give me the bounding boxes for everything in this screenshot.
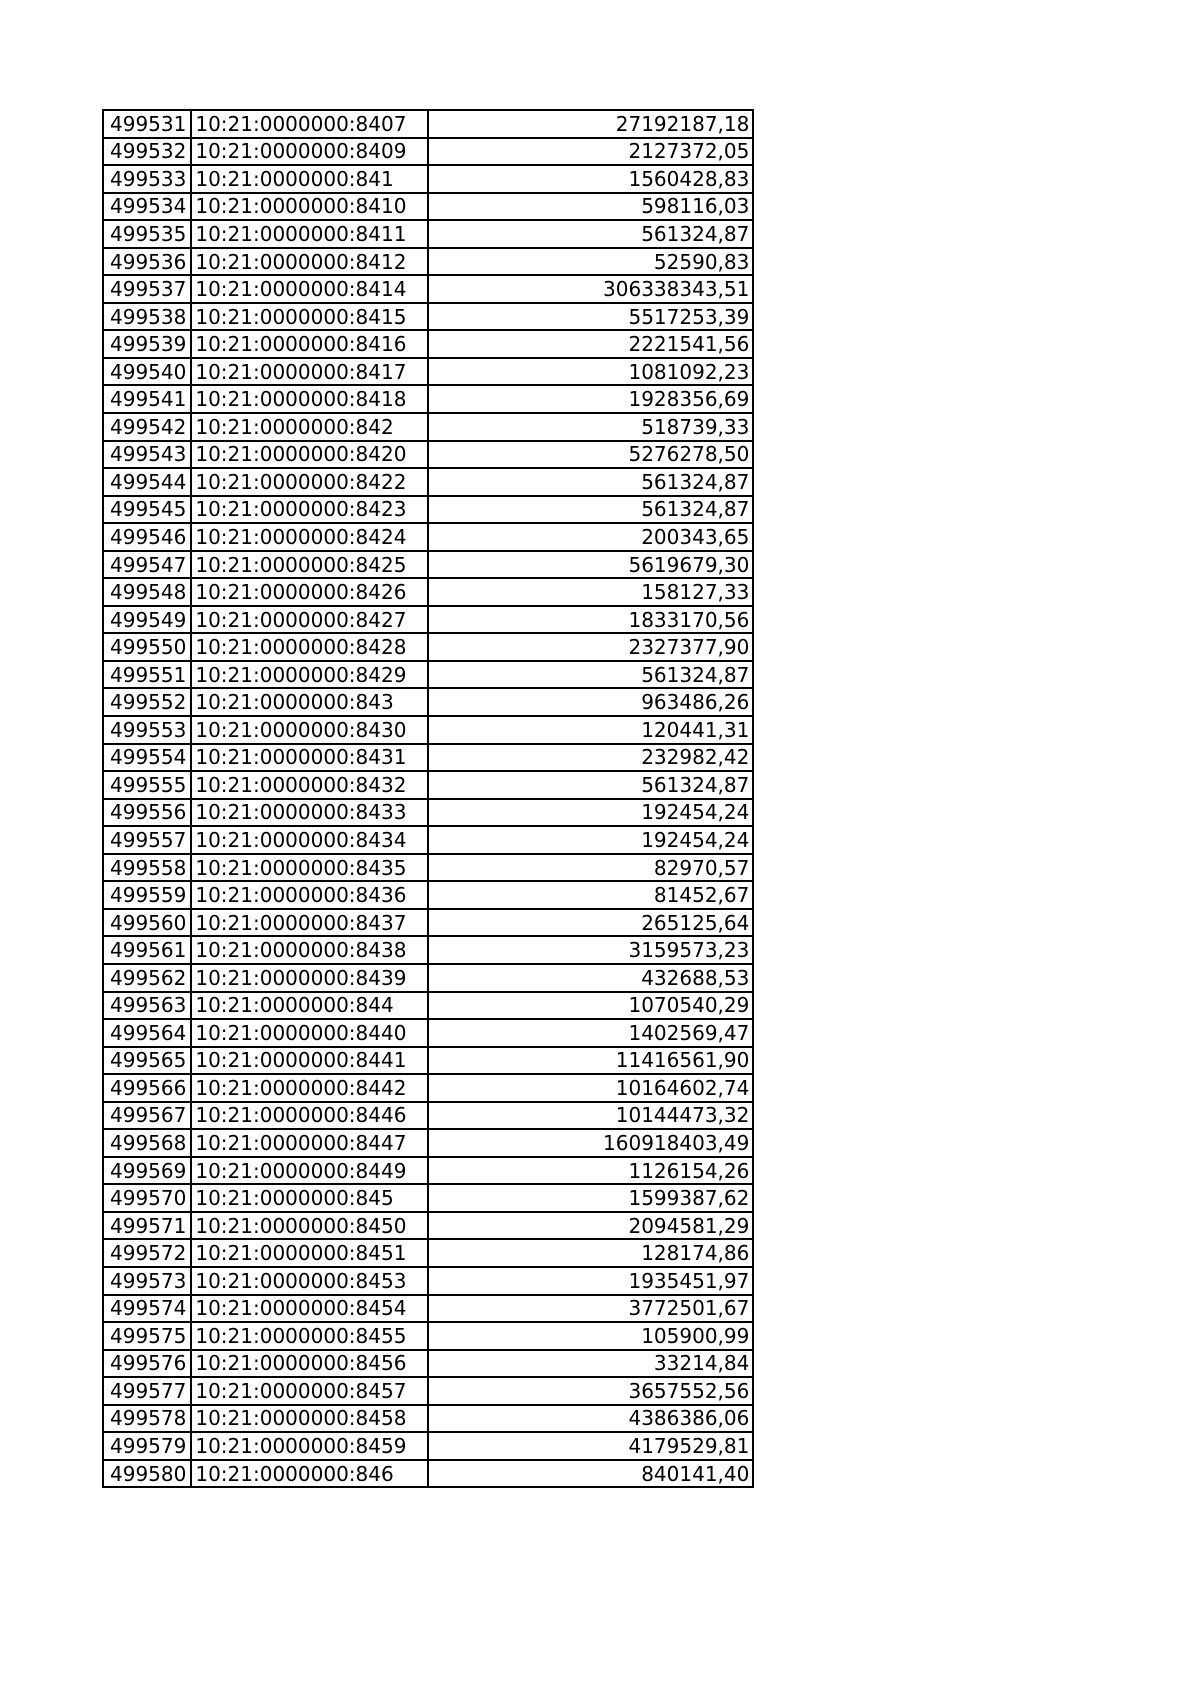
amount-cell: 128174,86 <box>428 1239 753 1267</box>
amount-cell: 120441,31 <box>428 716 753 744</box>
table-row <box>103 688 753 716</box>
table-row <box>103 193 753 221</box>
cadastral-number-cell: 10:21:0000000:8438 <box>191 936 428 964</box>
cadastral-number-cell: 10:21:0000000:845 <box>191 1184 428 1212</box>
table-row <box>103 661 753 689</box>
table-row <box>103 1129 753 1157</box>
row-id-cell: 499540 <box>103 358 191 386</box>
amount-cell: 1599387,62 <box>428 1184 753 1212</box>
row-id-cell: 499573 <box>103 1267 191 1295</box>
table-row <box>103 1239 753 1267</box>
amount-cell: 1081092,23 <box>428 358 753 386</box>
table-row <box>103 1432 753 1460</box>
table-row <box>103 936 753 964</box>
amount-cell: 561324,87 <box>428 771 753 799</box>
amount-cell: 2127372,05 <box>428 138 753 166</box>
row-id-cell: 499569 <box>103 1157 191 1185</box>
table-row <box>103 1212 753 1240</box>
row-id-cell: 499575 <box>103 1322 191 1350</box>
row-id-cell: 499566 <box>103 1074 191 1102</box>
table-row <box>103 1350 753 1378</box>
amount-cell: 2094581,29 <box>428 1212 753 1240</box>
amount-cell: 265125,64 <box>428 909 753 937</box>
amount-cell: 105900,99 <box>428 1322 753 1350</box>
table-row <box>103 1019 753 1047</box>
table-row <box>103 1405 753 1433</box>
cadastral-number-cell: 10:21:0000000:8453 <box>191 1267 428 1295</box>
row-id-cell: 499531 <box>103 110 191 138</box>
table-row <box>103 1074 753 1102</box>
table-row <box>103 358 753 386</box>
cadastral-number-cell: 10:21:0000000:8410 <box>191 193 428 221</box>
cadastral-number-cell: 10:21:0000000:8409 <box>191 138 428 166</box>
table-row <box>103 799 753 827</box>
data-table <box>102 109 754 1488</box>
table-row <box>103 275 753 303</box>
cadastral-number-cell: 10:21:0000000:8426 <box>191 578 428 606</box>
row-id-cell: 499563 <box>103 992 191 1020</box>
row-id-cell: 499557 <box>103 826 191 854</box>
cadastral-number-cell: 10:21:0000000:841 <box>191 165 428 193</box>
table-row <box>103 468 753 496</box>
row-id-cell: 499545 <box>103 496 191 524</box>
amount-cell: 598116,03 <box>428 193 753 221</box>
row-id-cell: 499544 <box>103 468 191 496</box>
cadastral-number-cell: 10:21:0000000:8420 <box>191 441 428 469</box>
table-row <box>103 1184 753 1212</box>
row-id-cell: 499570 <box>103 1184 191 1212</box>
table-row <box>103 881 753 909</box>
row-id-cell: 499552 <box>103 688 191 716</box>
row-id-cell: 499564 <box>103 1019 191 1047</box>
cadastral-number-cell: 10:21:0000000:8441 <box>191 1047 428 1075</box>
cadastral-number-cell: 10:21:0000000:843 <box>191 688 428 716</box>
amount-cell: 192454,24 <box>428 799 753 827</box>
cadastral-number-cell: 10:21:0000000:8437 <box>191 909 428 937</box>
cadastral-number-cell: 10:21:0000000:8439 <box>191 964 428 992</box>
row-id-cell: 499539 <box>103 330 191 358</box>
row-id-cell: 499567 <box>103 1102 191 1130</box>
table-row <box>103 413 753 441</box>
amount-cell: 1935451,97 <box>428 1267 753 1295</box>
amount-cell: 1402569,47 <box>428 1019 753 1047</box>
amount-cell: 561324,87 <box>428 496 753 524</box>
table-row <box>103 964 753 992</box>
cadastral-number-cell: 10:21:0000000:8440 <box>191 1019 428 1047</box>
cadastral-number-cell: 10:21:0000000:8436 <box>191 881 428 909</box>
table-row <box>103 744 753 772</box>
table-row <box>103 248 753 276</box>
table-row <box>103 385 753 413</box>
table-row <box>103 1157 753 1185</box>
table-row <box>103 496 753 524</box>
table-row <box>103 110 753 138</box>
cadastral-number-cell: 10:21:0000000:8449 <box>191 1157 428 1185</box>
cadastral-number-cell: 10:21:0000000:8417 <box>191 358 428 386</box>
table-row <box>103 551 753 579</box>
row-id-cell: 499562 <box>103 964 191 992</box>
amount-cell: 33214,84 <box>428 1350 753 1378</box>
row-id-cell: 499541 <box>103 385 191 413</box>
amount-cell: 10164602,74 <box>428 1074 753 1102</box>
row-id-cell: 499577 <box>103 1377 191 1405</box>
row-id-cell: 499560 <box>103 909 191 937</box>
row-id-cell: 499576 <box>103 1350 191 1378</box>
row-id-cell: 499548 <box>103 578 191 606</box>
amount-cell: 963486,26 <box>428 688 753 716</box>
table-row <box>103 1102 753 1130</box>
table-row <box>103 441 753 469</box>
amount-cell: 3772501,67 <box>428 1295 753 1323</box>
cadastral-number-cell: 10:21:0000000:8424 <box>191 523 428 551</box>
amount-cell: 27192187,18 <box>428 110 753 138</box>
table-row <box>103 1322 753 1350</box>
table-row <box>103 578 753 606</box>
amount-cell: 2327377,90 <box>428 633 753 661</box>
table-row <box>103 220 753 248</box>
table-row <box>103 1047 753 1075</box>
row-id-cell: 499558 <box>103 854 191 882</box>
cadastral-number-cell: 10:21:0000000:8442 <box>191 1074 428 1102</box>
table-row <box>103 1460 753 1488</box>
amount-cell: 4179529,81 <box>428 1432 753 1460</box>
cadastral-number-cell: 10:21:0000000:8432 <box>191 771 428 799</box>
row-id-cell: 499574 <box>103 1295 191 1323</box>
row-id-cell: 499536 <box>103 248 191 276</box>
cadastral-number-cell: 10:21:0000000:8429 <box>191 661 428 689</box>
amount-cell: 306338343,51 <box>428 275 753 303</box>
cadastral-number-cell: 10:21:0000000:8435 <box>191 854 428 882</box>
amount-cell: 232982,42 <box>428 744 753 772</box>
row-id-cell: 499549 <box>103 606 191 634</box>
cadastral-number-cell: 10:21:0000000:8459 <box>191 1432 428 1460</box>
amount-cell: 5517253,39 <box>428 303 753 331</box>
cadastral-number-cell: 10:21:0000000:8430 <box>191 716 428 744</box>
amount-cell: 11416561,90 <box>428 1047 753 1075</box>
amount-cell: 561324,87 <box>428 468 753 496</box>
amount-cell: 1126154,26 <box>428 1157 753 1185</box>
row-id-cell: 499542 <box>103 413 191 441</box>
table-row <box>103 633 753 661</box>
table-row <box>103 909 753 937</box>
amount-cell: 518739,33 <box>428 413 753 441</box>
amount-cell: 1928356,69 <box>428 385 753 413</box>
amount-cell: 5276278,50 <box>428 441 753 469</box>
cadastral-number-cell: 10:21:0000000:8451 <box>191 1239 428 1267</box>
row-id-cell: 499546 <box>103 523 191 551</box>
amount-cell: 192454,24 <box>428 826 753 854</box>
cadastral-number-cell: 10:21:0000000:8418 <box>191 385 428 413</box>
row-id-cell: 499568 <box>103 1129 191 1157</box>
cadastral-number-cell: 10:21:0000000:8456 <box>191 1350 428 1378</box>
table-row <box>103 165 753 193</box>
cadastral-number-cell: 10:21:0000000:8458 <box>191 1405 428 1433</box>
cadastral-number-cell: 10:21:0000000:8427 <box>191 606 428 634</box>
amount-cell: 10144473,32 <box>428 1102 753 1130</box>
table-row <box>103 716 753 744</box>
cadastral-number-cell: 10:21:0000000:8411 <box>191 220 428 248</box>
row-id-cell: 499580 <box>103 1460 191 1488</box>
cadastral-number-cell: 10:21:0000000:8423 <box>191 496 428 524</box>
row-id-cell: 499579 <box>103 1432 191 1460</box>
cadastral-number-cell: 10:21:0000000:8447 <box>191 1129 428 1157</box>
amount-cell: 561324,87 <box>428 220 753 248</box>
table-row <box>103 1295 753 1323</box>
table-row <box>103 1267 753 1295</box>
row-id-cell: 499534 <box>103 193 191 221</box>
amount-cell: 3657552,56 <box>428 1377 753 1405</box>
amount-cell: 2221541,56 <box>428 330 753 358</box>
cadastral-number-cell: 10:21:0000000:8433 <box>191 799 428 827</box>
row-id-cell: 499532 <box>103 138 191 166</box>
table-row <box>103 330 753 358</box>
row-id-cell: 499553 <box>103 716 191 744</box>
row-id-cell: 499555 <box>103 771 191 799</box>
row-id-cell: 499543 <box>103 441 191 469</box>
row-id-cell: 499551 <box>103 661 191 689</box>
table-row <box>103 606 753 634</box>
cadastral-number-cell: 10:21:0000000:842 <box>191 413 428 441</box>
amount-cell: 5619679,30 <box>428 551 753 579</box>
amount-cell: 432688,53 <box>428 964 753 992</box>
row-id-cell: 499578 <box>103 1405 191 1433</box>
amount-cell: 158127,33 <box>428 578 753 606</box>
amount-cell: 81452,67 <box>428 881 753 909</box>
table-row <box>103 854 753 882</box>
row-id-cell: 499561 <box>103 936 191 964</box>
cadastral-number-cell: 10:21:0000000:8415 <box>191 303 428 331</box>
amount-cell: 52590,83 <box>428 248 753 276</box>
row-id-cell: 499559 <box>103 881 191 909</box>
row-id-cell: 499537 <box>103 275 191 303</box>
cadastral-number-cell: 10:21:0000000:8425 <box>191 551 428 579</box>
row-id-cell: 499538 <box>103 303 191 331</box>
amount-cell: 160918403,49 <box>428 1129 753 1157</box>
row-id-cell: 499571 <box>103 1212 191 1240</box>
amount-cell: 561324,87 <box>428 661 753 689</box>
row-id-cell: 499533 <box>103 165 191 193</box>
amount-cell: 840141,40 <box>428 1460 753 1488</box>
cadastral-number-cell: 10:21:0000000:8422 <box>191 468 428 496</box>
row-id-cell: 499556 <box>103 799 191 827</box>
table-row <box>103 992 753 1020</box>
row-id-cell: 499572 <box>103 1239 191 1267</box>
cadastral-number-cell: 10:21:0000000:8428 <box>191 633 428 661</box>
table-row <box>103 1377 753 1405</box>
table-row <box>103 771 753 799</box>
table-row <box>103 303 753 331</box>
row-id-cell: 499547 <box>103 551 191 579</box>
cadastral-number-cell: 10:21:0000000:8457 <box>191 1377 428 1405</box>
cadastral-number-cell: 10:21:0000000:8431 <box>191 744 428 772</box>
row-id-cell: 499550 <box>103 633 191 661</box>
amount-cell: 3159573,23 <box>428 936 753 964</box>
row-id-cell: 499535 <box>103 220 191 248</box>
table-row <box>103 138 753 166</box>
table-row <box>103 826 753 854</box>
amount-cell: 4386386,06 <box>428 1405 753 1433</box>
cadastral-number-cell: 10:21:0000000:8446 <box>191 1102 428 1130</box>
amount-cell: 82970,57 <box>428 854 753 882</box>
cadastral-number-cell: 10:21:0000000:8414 <box>191 275 428 303</box>
amount-cell: 200343,65 <box>428 523 753 551</box>
amount-cell: 1070540,29 <box>428 992 753 1020</box>
row-id-cell: 499554 <box>103 744 191 772</box>
row-id-cell: 499565 <box>103 1047 191 1075</box>
cadastral-number-cell: 10:21:0000000:846 <box>191 1460 428 1488</box>
cadastral-number-cell: 10:21:0000000:8454 <box>191 1295 428 1323</box>
amount-cell: 1560428,83 <box>428 165 753 193</box>
cadastral-number-cell: 10:21:0000000:8434 <box>191 826 428 854</box>
cadastral-number-cell: 10:21:0000000:8450 <box>191 1212 428 1240</box>
cadastral-number-cell: 10:21:0000000:8455 <box>191 1322 428 1350</box>
table-row <box>103 523 753 551</box>
amount-cell: 1833170,56 <box>428 606 753 634</box>
table-body <box>103 110 753 1487</box>
cadastral-number-cell: 10:21:0000000:8407 <box>191 110 428 138</box>
cadastral-number-cell: 10:21:0000000:8412 <box>191 248 428 276</box>
cadastral-number-cell: 10:21:0000000:844 <box>191 992 428 1020</box>
cadastral-number-cell: 10:21:0000000:8416 <box>191 330 428 358</box>
